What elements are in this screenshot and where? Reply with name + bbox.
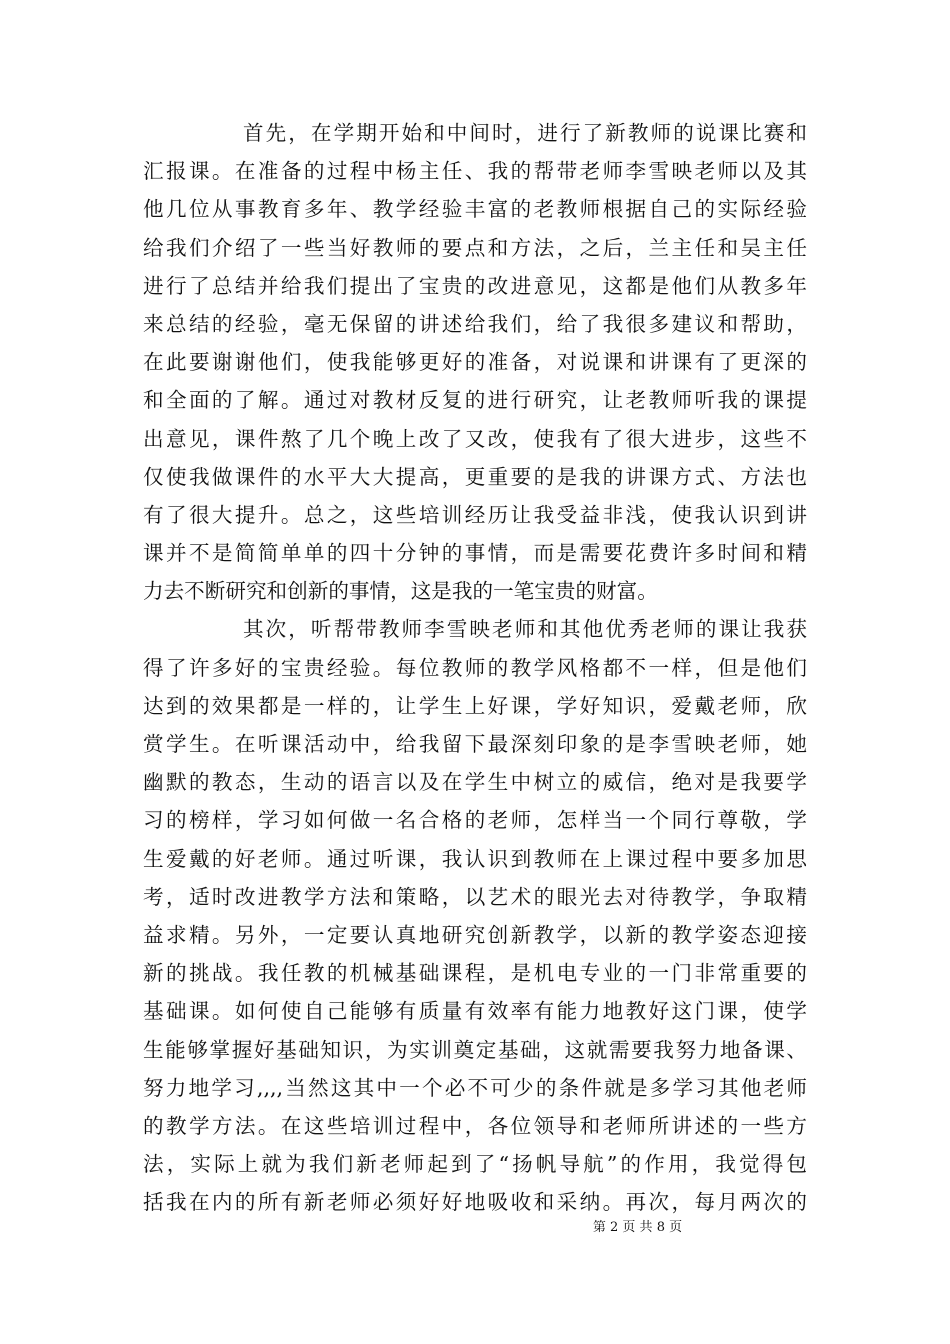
- text-line: 来总结的经验，毫无保留的讲述给我们，给了我很多建议和帮助，: [143, 311, 807, 336]
- text-line: 在此要谢谢他们，使我能够更好的准备，对说课和讲课有了更深的: [143, 350, 807, 375]
- text-line: 法，实际上就为我们新老师起到了“扬帆导航”的作用，我觉得包: [143, 1152, 807, 1177]
- text-line: 益求精。另外，一定要认真地研究创新教学，以新的教学姿态迎接: [143, 922, 807, 947]
- text-line: 幽默的教态，生动的语言以及在学生中树立的威信，绝对是我要学: [143, 770, 807, 795]
- text-line: 汇报课。在准备的过程中杨主任、我的帮带老师李雪映老师以及其: [143, 159, 807, 184]
- text-line: 生爱戴的好老师。通过听课，我认识到教师在上课过程中要多加思: [143, 846, 807, 871]
- text-line: 习的榜样，学习如何做一名合格的老师，怎样当一个同行尊敬，学: [143, 808, 807, 833]
- text-line: 有了很大提升。总之，这些培训经历让我受益非浅，使我认识到讲: [143, 502, 807, 527]
- text-line: 得了许多好的宝贵经验。每位教师的教学风格都不一样，但是他们: [143, 655, 807, 680]
- text-line: 考，适时改进教学方法和策略，以艺术的眼光去对待教学，争取精: [143, 884, 807, 909]
- text-line: 仅使我做课件的水平大大提高，更重要的是我的讲课方式、方法也: [143, 464, 807, 489]
- text-line: 他几位从事教育多年、教学经验丰富的老教师根据自己的实际经验: [143, 197, 807, 222]
- text-line: 其次，听帮带教师李雪映老师和其他优秀老师的课让我获: [243, 617, 807, 642]
- text-line: 赏学生。在听课活动中，给我留下最深刻印象的是李雪映老师，她: [143, 732, 807, 756]
- text-line: 和全面的了解。通过对教材反复的进行研究，让老教师听我的课提: [143, 388, 807, 413]
- text-line: 给我们介绍了一些当好教师的要点和方法，之后，兰主任和吴主任: [143, 235, 807, 260]
- text-line: 首先，在学期开始和中间时，进行了新教师的说课比赛和: [243, 121, 807, 145]
- body-text: [143, 114, 807, 1221]
- text-line: 力去不断研究和创新的事情，这是我的一笔宝贵的财富。: [143, 579, 658, 604]
- text-line: 括我在内的所有新老师必须好好地吸收和采纳。再次，每月两次的: [143, 1190, 807, 1215]
- page-number: 第 2 页 共 8 页: [592, 1220, 683, 1235]
- text-line: 生能够掌握好基础知识，为实训奠定基础，这就需要我努力地备课、: [143, 1037, 807, 1062]
- text-line: 新的挑战。我任教的机械基础课程，是机电专业的一门非常重要的: [143, 961, 807, 986]
- text-line: 的教学方法。在这些培训过程中，各位领导和老师所讲述的一些方: [143, 1113, 807, 1138]
- text-line: 出意见，课件熬了几个晚上改了又改，使我有了很大进步，这些不: [143, 426, 807, 451]
- text-line: 努力地学习,,,,当然这其中一个必不可少的条件就是多学习其他老师: [143, 1075, 807, 1100]
- page-footer: [0, 1216, 950, 1235]
- text-line: 进行了总结并给我们提出了宝贵的改进意见，这都是他们从教多年: [143, 273, 807, 298]
- text-line: 达到的效果都是一样的，让学生上好课，学好知识，爱戴老师，欣: [143, 693, 807, 718]
- text-line: 基础课。如何使自己能够有质量有效率有能力地教好这门课，使学: [143, 999, 807, 1024]
- text-line: 课并不是简简单单的四十分钟的事情，而是需要花费许多时间和精: [143, 541, 807, 566]
